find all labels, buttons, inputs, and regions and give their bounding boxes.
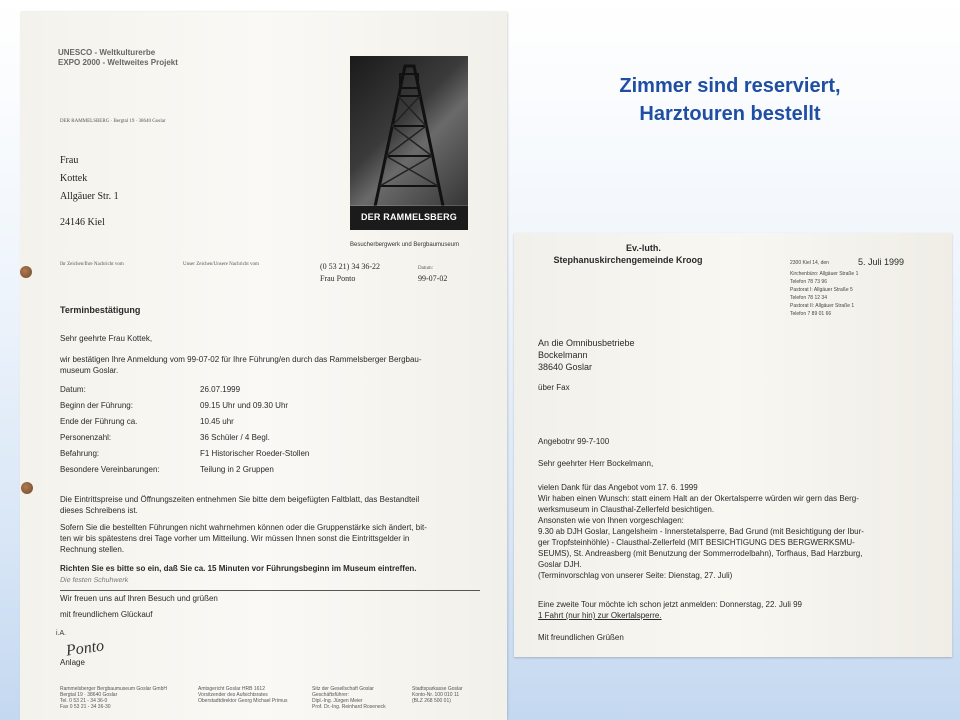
punch-hole [21,482,33,494]
detail-row: Befahrung: F1 Historischer Roeder-Stollen [60,449,310,458]
recipient-line: Frau [60,155,79,166]
ref-your-label: Ihr Zeichen/Ihre Nachricht vom [60,262,124,267]
slide-title-line2: Harztouren bestellt [639,103,821,125]
via-fax: über Fax [538,383,570,392]
city-prefix: 2300 Kiel 14, den [790,260,829,266]
logo-caption: Besucherbergwerk und Bergbaumuseum [350,242,460,248]
contact-name: Frau Ponto [320,274,356,283]
detail-row: Besondere Vereinbarungen: Teilung in 2 Gruppen [60,465,274,474]
footer-column: Rammelsberger Bergbaumuseum Goslar GmbH Bergtal 19 · 38640 Goslar Tel. 0 53 21 - 34 36-0 Fax 0 53 21 - 34 36-30 [60,686,167,710]
church-contacts: Kirchenbüro: Allgäuer Straße 1 Telefon 78 73 96 Pastorat I: Allgäuer Straße 5 Telefon 78 12 34 Pastorat II: Allgäuer Straße 1 Telefon 7 89 01 66 [790,271,859,317]
org-line2: EXPO 2000 - Weltweites Projekt [58,58,178,67]
church-line2: Stephanuskirchengemeinde Kroog [553,255,703,265]
logo-name: DER RAMMELSBERG [360,212,457,222]
cut-off-text: Die festen Schuhwerk [59,577,129,584]
recipient-line: Allgäuer Str. 1 [60,191,119,202]
footer-column: Amtsgericht Goslar HRB 1612 Vorsitzender des Aufsichtsrates Oberstadtdirektor Georg Michael Primus [198,686,288,704]
second-tour: Eine zweite Tour möchte ich schon jetzt anmelden: Donnerstag, 22. Juli 99 [538,600,802,609]
recipient-line: 24146 Kiel [60,217,105,228]
intro-paragraph [60,354,500,376]
intro-line: wir bestätigen Ihre Anmeldung vom 99-07-02 für Ihre Führung/en durch das Rammelsberger Bergbau- [60,355,422,364]
offer-number: Angebotnr 99-7-100 [538,437,610,446]
letter-right-bus-order [514,233,952,657]
subject: Terminbestätigung [60,305,141,315]
letter-left-confirmation [20,12,507,720]
letter-date: 99-07-02 [418,274,448,283]
punch-hole [20,266,32,278]
intro-line: museum Goslar. [60,366,119,375]
footer-column: Sitz der Gesellschaft Goslar Geschäftsführer: Dipl.-Ing. Jürgen Meier Prof. Dr.-Ing. Reinhard Roseneck [312,686,386,710]
cancellation-paragraph: Sofern Sie die bestellten Führungen nicht wahrnehmen können oder die Gruppenstärke sich ändert, bit- ten wir bis spätestens drei Tage vorher um Mitteilung. Wir müssen Ihnen sonst die Eintrittsgelder in Rechnung stellen. [60,523,427,554]
closing-line: mit freundlichem Glückauf [60,610,153,619]
detail-row: Personenzahl: 36 Schüler / 4 Begl. [60,433,270,442]
detail-row: Datum: 26.07.1999 [60,385,241,394]
arrival-note: Richten Sie es bitte so ein, daß Sie ca. 15 Minuten vor Führungsbeginn im Museum eintreffen. [60,564,417,573]
recipient-line: Kottek [60,173,88,184]
letter-date: 5. Juli 1999 [858,257,905,267]
rammelsberg-logo [350,56,468,230]
fold-line [60,590,480,591]
enclosure: Anlage [60,658,85,667]
org-line1: UNESCO - Weltkulturerbe [58,48,156,57]
phone-number: (0 53 21) 34 36-22 [320,262,380,271]
detail-row: Ende der Führung ca. 10.45 uhr [60,417,234,426]
sender-line: DER RAMMELSBERG · Bergtal 19 · 38640 Goslar [60,119,166,124]
slide-title [560,72,900,128]
signature-initials: i.A. [56,630,67,637]
second-tour-detail: 1 Fahrt (nur hin) zur Okertalsperre. [538,611,662,620]
salutation: Sehr geehrter Herr Bockelmann, [538,459,654,468]
salutation: Sehr geehrte Frau Kottek, [60,334,153,343]
detail-row: Beginn der Führung: 09.15 Uhr und 09.30 Uhr [60,401,289,410]
closing-line: Wir freuen uns auf Ihren Besuch und grüßen [60,594,218,603]
recipient-address: An die Omnibusbetriebe Bockelmann 38640 Goslar [538,338,635,372]
slide-title-line1: Zimmer sind reserviert, [619,75,841,97]
recipient-address [60,152,119,232]
letter-body: vielen Dank für das Angebot vom 17. 6. 1999 Wir haben einen Wunsch: statt einem Halt an der Okertalsperre würden wir gern das Berg- werksmuseum in Clausthal-Zellerfeld besichtigen. Ansonsten wie von Ihnen vorgeschlagen: 9.30 ab DJH Goslar, Langelsheim - Innerstetalsperre, Bad Grund (mit Besichtigung der Ibur- ger Tropfsteinhöhle) - Clausthal-Zellerfeld (MIT BESICHTIGUNG DES BERGWERKSMU- SEUMS), St. Andreasberg (mit Benutzung der Sommerrodelbahn), Torfhaus, Bad Harzburg, Goslar DJH. (Terminvorschlag von unserer Seite: Dienstag, 27. Juli) [538,483,864,580]
church-line1: Ev.-luth. [626,243,661,253]
footer-column: Stadtsparkasse Goslar Konto-Nr. 100 010 11 (BLZ 268 500 01) [412,686,463,704]
closing: Mit freundlichen Grüßen [538,633,624,642]
mine-tower-image [350,56,468,230]
ref-our-label: Unser Zeichen/Unsere Nachricht vom [183,262,259,267]
date-label: Datum: [418,266,433,271]
prices-paragraph: Die Eintrittspreise und Öffnungszeiten entnehmen Sie bitte dem beigefügten Faltblatt, das Bestandteil dieses Schreibens ist. [60,495,420,515]
details-table [60,385,360,481]
handwritten-signature: Ponto [64,637,106,660]
